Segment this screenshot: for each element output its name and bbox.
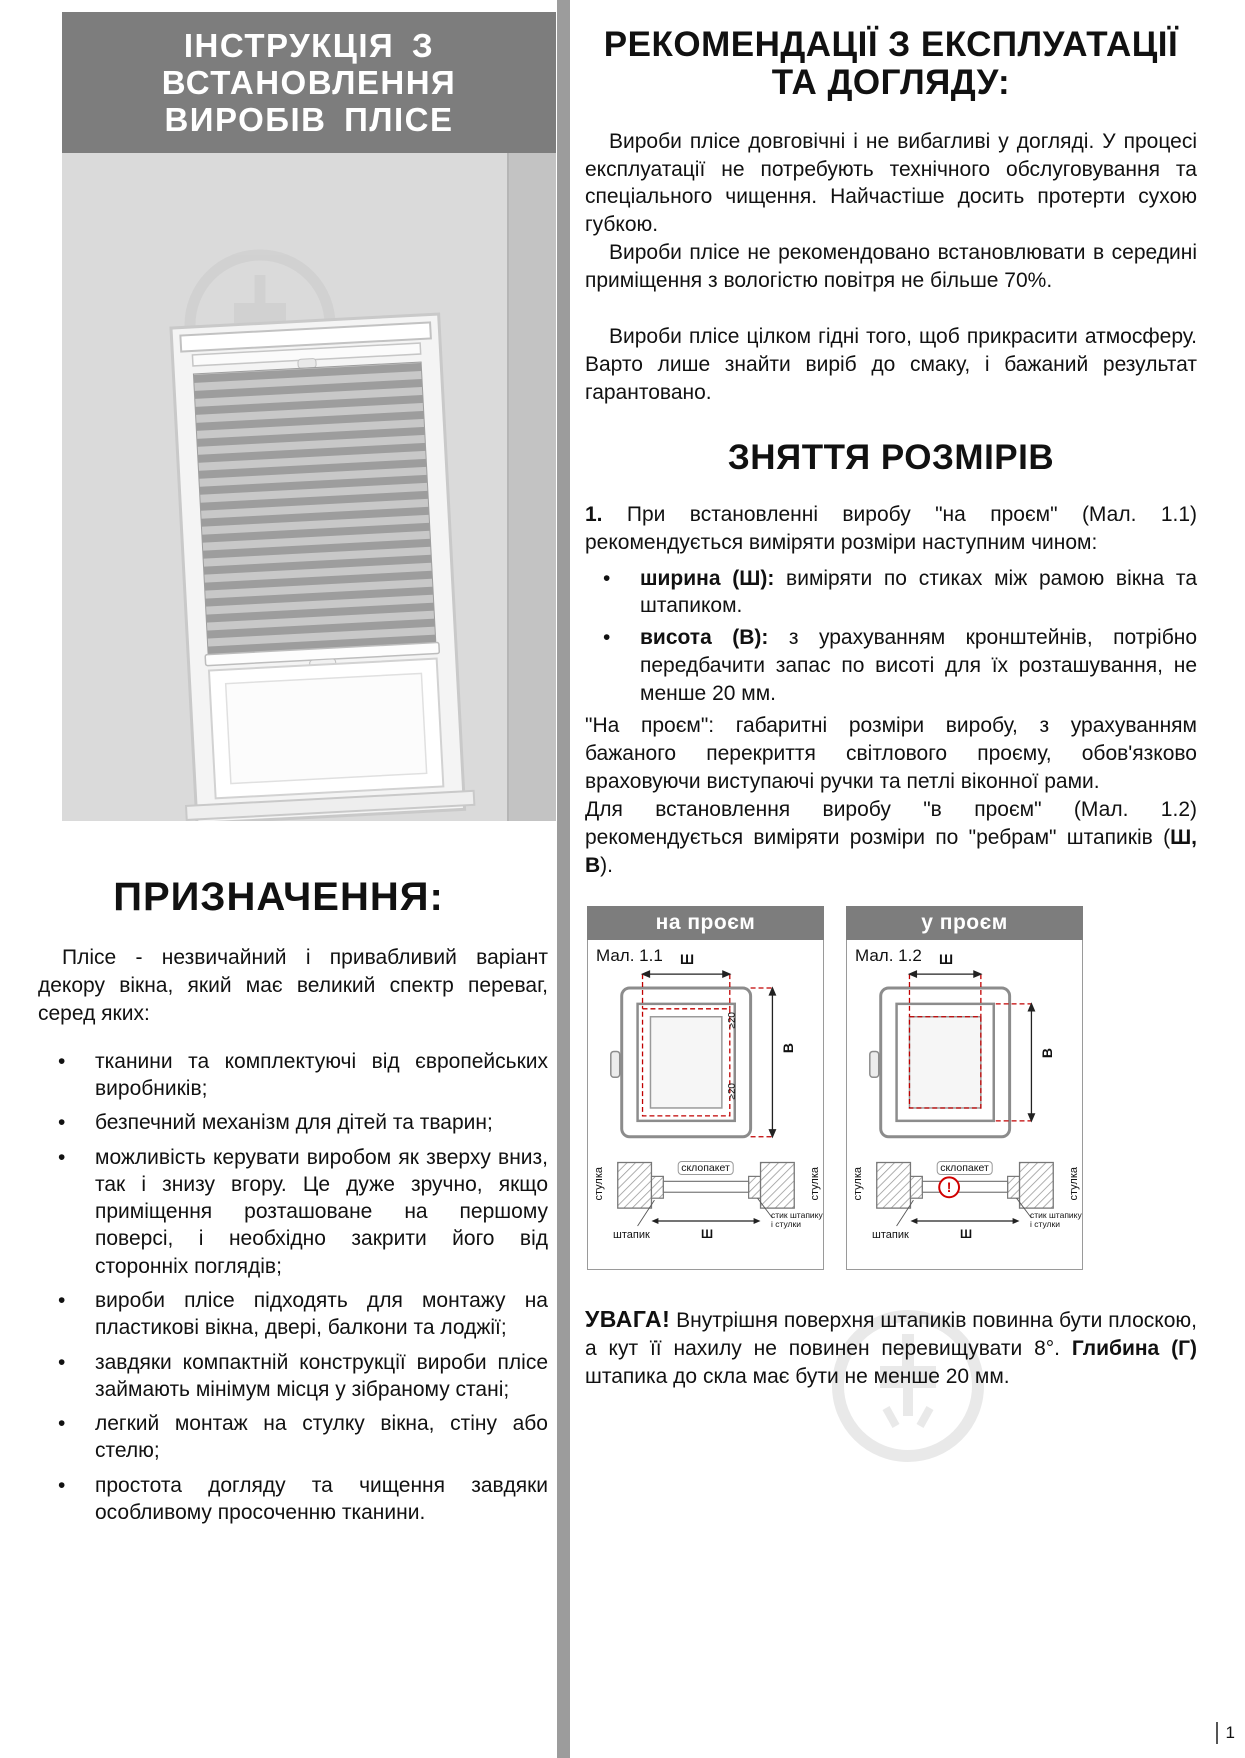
bead-label: штапик — [872, 1228, 909, 1241]
bullet-text: виміряти по стиках між рамою вікна та штапиком. — [640, 566, 1197, 618]
list-item-text: легкий монтаж на стулку вікна, стіну або стелю; — [95, 1412, 548, 1463]
column-divider — [557, 0, 570, 1758]
measuring-list — [585, 565, 1197, 709]
list-item — [38, 1109, 548, 1136]
list-item — [38, 1144, 548, 1280]
v-proem-paragraph — [585, 796, 1197, 880]
diagram-panel-na-proem — [587, 906, 824, 1270]
banner-line1: ІНСТРУКЦІЯ З ВСТАНОВЛЕННЯ — [161, 27, 457, 101]
v-proem-text-2: ). — [600, 853, 613, 877]
list-item — [38, 1287, 548, 1342]
purpose-list — [38, 1048, 548, 1527]
warning-label: УВАГА! — [585, 1305, 671, 1332]
care-paragraph-1: Вироби плісе довговічні і не вибагливі у догляді. У процесі експлуатації не потребують технічного обслуговування та спеціального чищення. Найчастіше досить протерти сухою губкою. — [585, 129, 1197, 237]
sash-label-right: стулка — [1068, 1166, 1080, 1201]
glass-unit-label: склопакет — [936, 1161, 993, 1175]
width-dimension-label: Ш — [938, 950, 954, 967]
window-blind-illustration-image — [62, 153, 556, 821]
joint-label: стик штапику і стулки — [771, 1209, 823, 1230]
bullet-text: з урахуванням кронштейнів, потрібно передбачити запас по висоті для їх розташування, не менше 20 мм. — [640, 626, 1197, 706]
window-handle — [870, 1051, 879, 1077]
na-proem-paragraph: "На проєм": габаритні розміри виробу, з урахуванням бажаного перекриття світлового проєму, обов'язково враховуючи виступаючі ручки та петлі віконної рами. — [585, 714, 1197, 793]
clearance-label-bottom: ≥20 — [727, 1082, 738, 1100]
list-item-text: безпечний механізм для дітей та тварин; — [95, 1111, 493, 1135]
list-item-text: завдяки компактній конструкції вироби плісе займають мінімум місця у зібраному стані; — [95, 1350, 548, 1401]
list-item-text: простота догляду та чищення завдяки особливому просоченню тканини. — [95, 1473, 548, 1525]
warning-text-1: Внутрішня поверхня штапиків повинна бути плоскою, а кут її нахилу не повинен перевищувати 8°. — [585, 1308, 1197, 1360]
section-width-label: Ш — [959, 1226, 973, 1241]
right-column — [585, 0, 1197, 1390]
list-item-text: вироби плісе підходять для монтажу на пластикові вікна, двері, балкони та лоджії; — [95, 1289, 548, 1340]
section-width-label: Ш — [700, 1226, 714, 1241]
care-paragraph-3: Вироби плісе цілком гідні того, щоб прикрасити атмосферу. Варто лише знайти виріб до смаку, і бажаний результат гарантовано. — [585, 325, 1197, 404]
figure-label: Мал. 1.1 — [596, 945, 663, 965]
left-column — [0, 0, 557, 1533]
glass-unit-label: склопакет — [677, 1161, 734, 1175]
alert-mark: ! — [946, 1178, 952, 1195]
step-text: При встановленні виробу "на проєм" (Мал. 1.1) рекомендується виміряти розміри наступним чином: — [585, 502, 1197, 554]
warning-text-2: штапика до скла має бути не менше 20 мм. — [585, 1364, 1010, 1388]
diagram-header: у проєм — [846, 906, 1083, 940]
sash-label-left: стулка — [593, 1166, 605, 1201]
step-number: 1. — [585, 502, 603, 526]
bullet-term: висота (В): — [640, 626, 769, 650]
wall-corner-shadow — [508, 153, 556, 821]
diagram-body — [846, 940, 1083, 1270]
list-item-text: тканини та комплектуючі від європейських виробників; — [95, 1049, 548, 1100]
page-number-value: 1 — [1225, 1723, 1235, 1742]
care-title — [585, 26, 1197, 102]
clearance-label-top: ≥20 — [727, 1011, 738, 1029]
page-number — [1216, 1722, 1235, 1744]
list-item-text: можливість керувати виробом як зверху вниз, так і знизу вгору. Це дуже зручно, якщо приміщення розташоване на першому поверсі, і необхідно закрити його від сторонніх поглядів; — [95, 1145, 548, 1278]
title-banner — [62, 12, 556, 153]
height-dimension-label: В — [1039, 1047, 1055, 1058]
joint-label: стик штапику і стулки — [1030, 1209, 1082, 1230]
purpose-title: ПРИЗНАЧЕННЯ: — [113, 874, 444, 919]
v-proem-text-1: Для встановлення виробу "в проєм" (Мал. 1.2) рекомендується виміряти розміри по "ребрам" штапиків ( — [585, 797, 1197, 849]
list-item — [38, 1472, 548, 1527]
list-item — [585, 624, 1197, 708]
diagram-panel-u-proem — [846, 906, 1083, 1270]
banner-line2: ВИРОБІВ ПЛІСЕ — [164, 100, 454, 138]
width-dimension-label: Ш — [679, 950, 695, 967]
window-outline — [870, 988, 1010, 1137]
list-item — [585, 565, 1197, 621]
page-number-divider — [1216, 1722, 1218, 1744]
care-title-line2: ТА ДОГЛЯДУ: — [771, 62, 1011, 102]
height-dimension-label: В — [780, 1042, 796, 1053]
pleated-blind — [193, 362, 435, 655]
diagram-body — [587, 940, 824, 1270]
window-handle — [611, 1051, 620, 1077]
care-title-line1: РЕКОМЕНДАЦІЇ З ЕКСПЛУАТАЦІЇ — [603, 25, 1179, 64]
blind-illustration — [62, 153, 556, 821]
window-frame — [161, 313, 475, 821]
figure-label: Мал. 1.2 — [855, 945, 922, 965]
sash-label-right: стулка — [809, 1166, 821, 1201]
measuring-step-1 — [585, 501, 1197, 557]
warning-bold: Глибина (Г) — [1071, 1336, 1197, 1360]
list-item — [38, 1410, 548, 1465]
measuring-title: ЗНЯТТЯ РОЗМІРІВ — [727, 437, 1055, 477]
list-item — [38, 1048, 548, 1103]
v-proem-bold: Ш, В — [585, 825, 1197, 877]
bullet-term: ширина (Ш): — [640, 566, 775, 590]
list-item — [38, 1349, 548, 1404]
purpose-intro: Плісе - незвичайний і привабливий варіант декору вікна, який має великий спектр переваг, серед яких: — [38, 945, 548, 1025]
warning-paragraph — [585, 1304, 1197, 1391]
care-paragraph-2: Вироби плісе не рекомендовано встановлювати в середині приміщення з вологістю повітря не більше 70%. — [585, 241, 1197, 293]
bead-label: штапик — [613, 1228, 650, 1241]
diagram-header: на проєм — [587, 906, 824, 940]
sash-label-left: стулка — [852, 1166, 864, 1201]
diagrams-row — [587, 906, 1197, 1270]
